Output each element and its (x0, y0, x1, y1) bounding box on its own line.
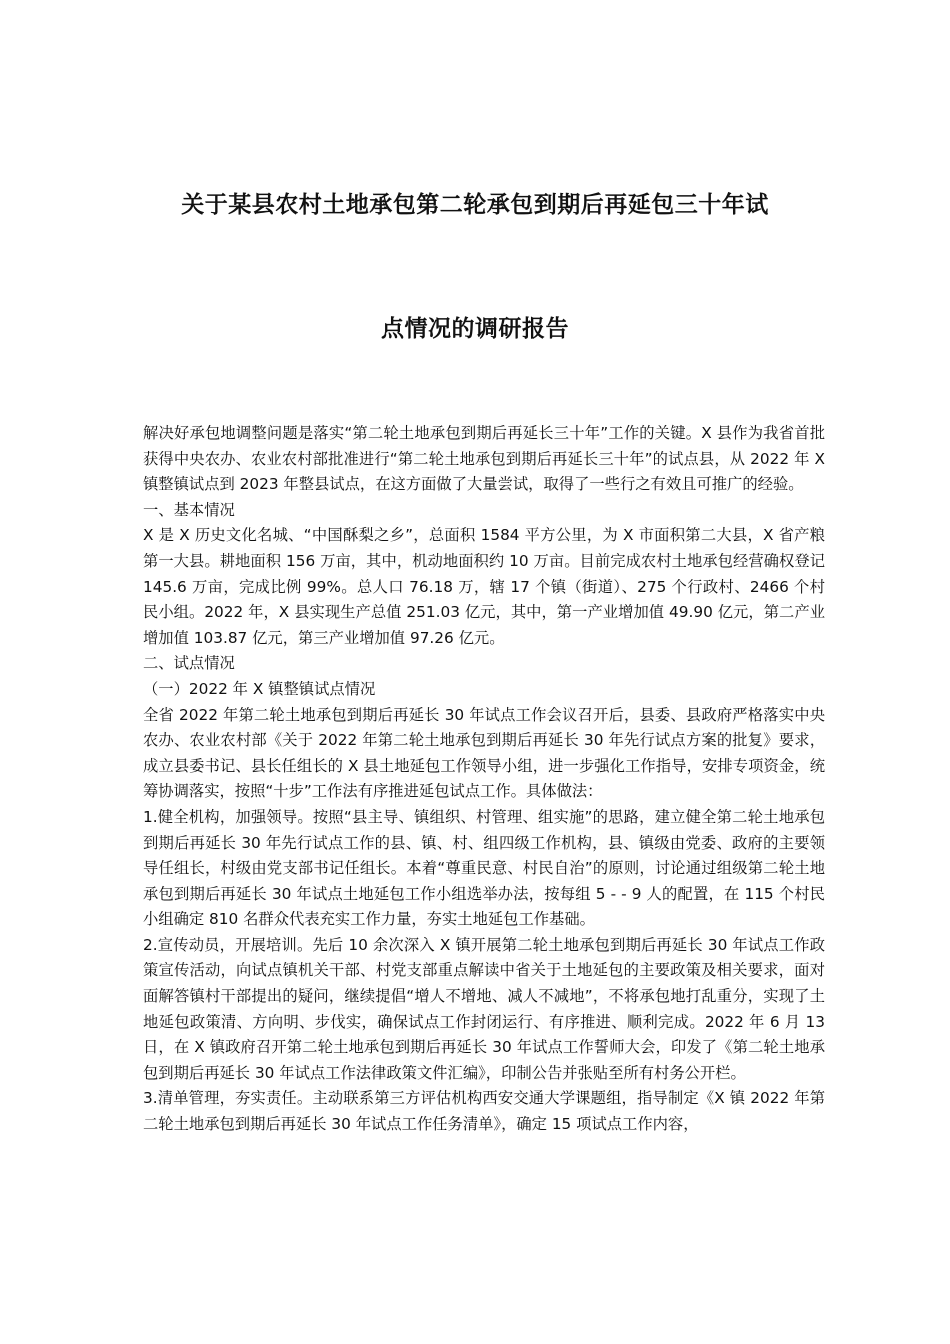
intro-paragraph: 解决好承包地调整问题是落实“第二轮土地承包到期后再延长三十年”工作的关键。X 县作为我省首批获得中央农办、农业农村部批准进行“第二轮土地承包到期后再延长三十年”的试点县，从 2022 年 X 镇整镇试点到 2023 年整县试点，在这方面做了大量尝试，取得了一些行之有效且可推广的经验。 (143, 424, 825, 494)
document-title-line-1: 关于某县农村土地承包第二轮承包到期后再延包三十年试 (181, 192, 769, 218)
pilot-paragraph: 全省 2022 年第二轮土地承包到期后再延长 30 年试点工作会议召开后，县委、县政府严格落实中央农办、农业农村部《关于 2022 年第二轮土地承包到期后再延长 30 年先行试点方案的批复》要求，成立县委书记、县长任组长的 X 县土地延包工作领导小组，进一步强化工作指导，安排专项资金，统筹协调落实，按照“十步”工作法有序推进延包试点工作。具体做法： (143, 705, 825, 801)
basic-info-paragraph: X 是 X 历史文化名城、“中国酥梨之乡”，总面积 1584 平方公里，为 X 市面积第二大县，X 省产粮第一大县。耕地面积 156 万亩，其中，机动地面积约 10 万亩。目前完成农村土地承包经营确权登记 145.6 万亩，完成比例 99%。总人口 76.18 万，辖 17 个镇（街道）、275 个行政村、2466 个村民小组。2022 年，X 县实现生产总值 251.03 亿元，其中，第一产业增加值 49.90 亿元，第二产业增加值 103.87 亿元，第三产业增加值 97.26 亿元。 (143, 526, 825, 647)
section-heading-pilot: 二、试点情况 (143, 654, 235, 673)
subsection-heading: （一）2022 年 X 镇整镇试点情况 (143, 679, 376, 698)
document-body (143, 421, 825, 1138)
item-3-paragraph: 3.清单管理，夯实责任。主动联系第三方评估机构西安交通大学课题组，指导制定《X 镇 2022 年第二轮土地承包到期后再延长 30 年试点工作任务清单》，确定 15 项试点工作内容， (143, 1089, 825, 1134)
section-heading-basic: 一、基本情况 (143, 500, 235, 519)
document-title-line-2: 点情况的调研报告 (381, 316, 569, 342)
item-1-paragraph: 1.健全机构，加强领导。按照“县主导、镇组织、村管理、组实施”的思路，建立健全第二轮土地承包到期后再延长 30 年先行试点工作的县、镇、村、组四级工作机构，县、镇级由党委、政府的主要领导任组长，村级由党支部书记任组长。本着“尊重民意、村民自治”的原则，讨论通过组级第二轮土地承包到期后再延长 30 年试点土地延包工作小组选举办法，按每组 5 - - 9 人的配置，在 115 个村民小组确定 810 名群众代表充实工作力量，夯实土地延包工作基础。 (143, 807, 825, 929)
item-2-paragraph: 2.宣传动员，开展培训。先后 10 余次深入 X 镇开展第二轮土地承包到期后再延长 30 年试点工作政策宣传活动，向试点镇机关干部、村党支部重点解读中省关于土地延包的主要政策及相关要求，面对面解答镇村干部提出的疑问，继续提倡“增人不增地、减人不减地”，不将承包地打乱重分，实现了土地延包政策清、方向明、步伐实，确保试点工作封闭运行、有序推进、顺利完成。2022 年 6 月 13 日，在 X 镇政府召开第二轮土地承包到期后再延长 30 年试点工作誓师大会，印发了《第二轮土地承包到期后再延长 30 年试点工作法律政策文件汇编》，印制公告并张贴至所有村务公开栏。 (143, 935, 825, 1082)
